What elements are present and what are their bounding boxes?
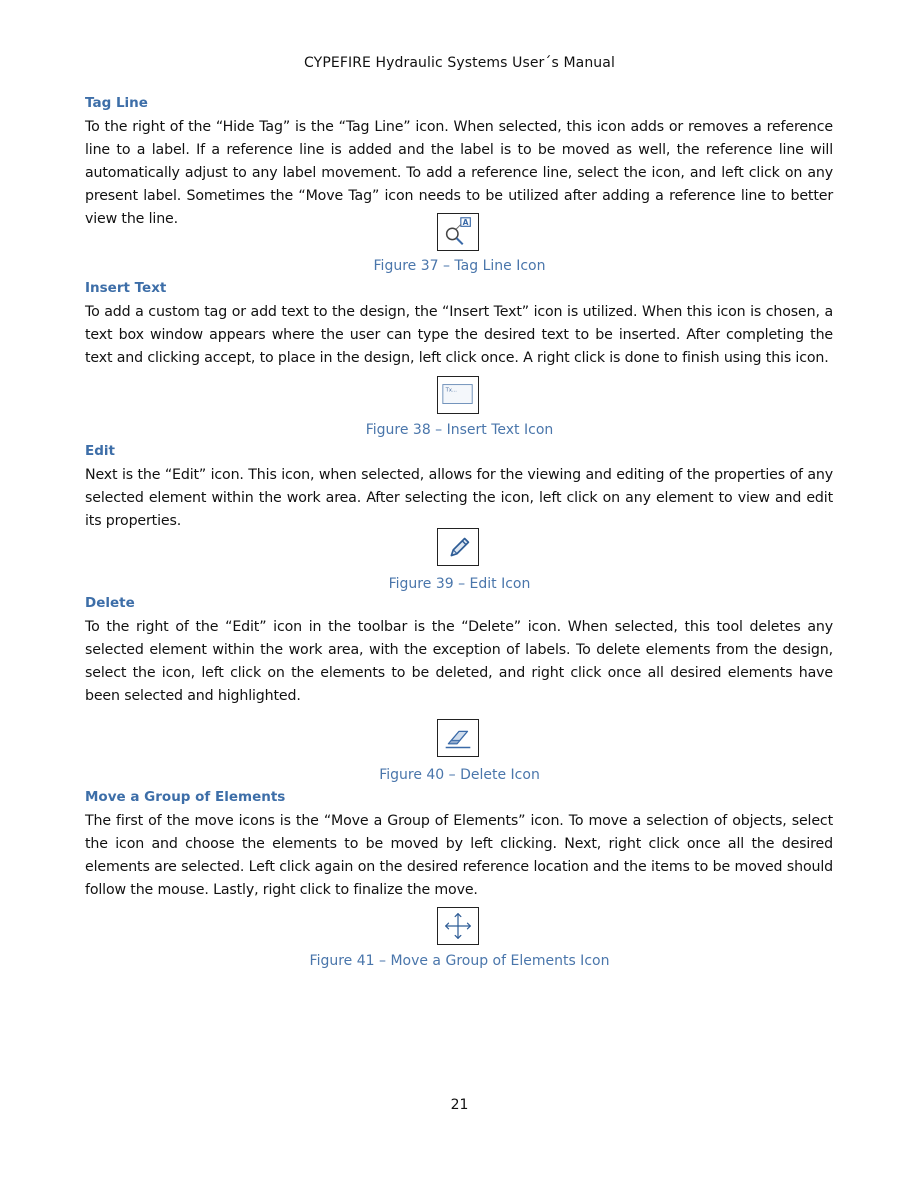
section-body-edit: Next is the “Edit” icon. This icon, when selected, allows for the viewing and editing of the properties of any selected element within the work area. After selecting the icon, left click on any element to view and edit its properties.: [85, 467, 833, 529]
insert-text-icon-label: Tx...: [445, 387, 457, 394]
section-body-insert-text: To add a custom tag or add text to the design, the “Insert Text” icon is utilized. When this icon is chosen, a text box window appears where the user can type the desired text to be inserted. After completing the text and clicking accept, to place in the design, left click once. A right click is done to finish using this icon.: [85, 304, 833, 366]
delete-eraser-icon: [437, 719, 479, 757]
edit-pencil-icon: [437, 528, 479, 566]
section-heading-insert-text: Insert Text: [85, 280, 167, 296]
page-header: CYPEFIRE Hydraulic Systems User´s Manual: [304, 55, 615, 71]
figure-caption-39: Figure 39 – Edit Icon: [388, 576, 531, 592]
figure-caption-41: Figure 41 – Move a Group of Elements Icon: [309, 953, 610, 969]
section-body-move-group: The first of the move icons is the “Move a Group of Elements” icon. To move a selection of objects, select the icon and choose the elements to be moved by left clicking. Next, right click once all the desired elements are selected. Left click again on the desired reference location and the items to be moved should follow the mouse. Lastly, right click to finalize the move.: [85, 813, 833, 898]
move-arrows-icon: [437, 907, 479, 945]
section-heading-tag-line: Tag Line: [85, 95, 148, 111]
page-number: 21: [450, 1097, 469, 1113]
tag-line-icon: [437, 213, 479, 251]
section-body-delete: To the right of the “Edit” icon in the toolbar is the “Delete” icon. When selected, this tool deletes any selected element within the work area, with the exception of labels. To delete elements from the design, select the icon, left click on the elements to be deleted, and right click once all desired elements have been selected and highlighted.: [85, 619, 833, 704]
figure-caption-37: Figure 37 – Tag Line Icon: [373, 258, 546, 274]
section-heading-edit: Edit: [85, 443, 115, 459]
insert-text-icon: [437, 376, 479, 414]
section-body-tag-line: To the right of the “Hide Tag” is the “Tag Line” icon. When selected, this icon adds or removes a reference line to a label. If a reference line is added and the label is to be moved as well, the reference line will automatically adjust to any label movement. To add a reference line, select the icon, and left click on any present label. Sometimes the “Move Tag” icon needs to be utilized after adding a reference line to better view the line.: [85, 119, 833, 227]
section-heading-move-group: Move a Group of Elements: [85, 789, 286, 805]
figure-caption-40: Figure 40 – Delete Icon: [379, 767, 540, 783]
svg-text:A: A: [462, 217, 469, 227]
figure-caption-38: Figure 38 – Insert Text Icon: [365, 422, 554, 438]
section-heading-delete: Delete: [85, 595, 135, 611]
